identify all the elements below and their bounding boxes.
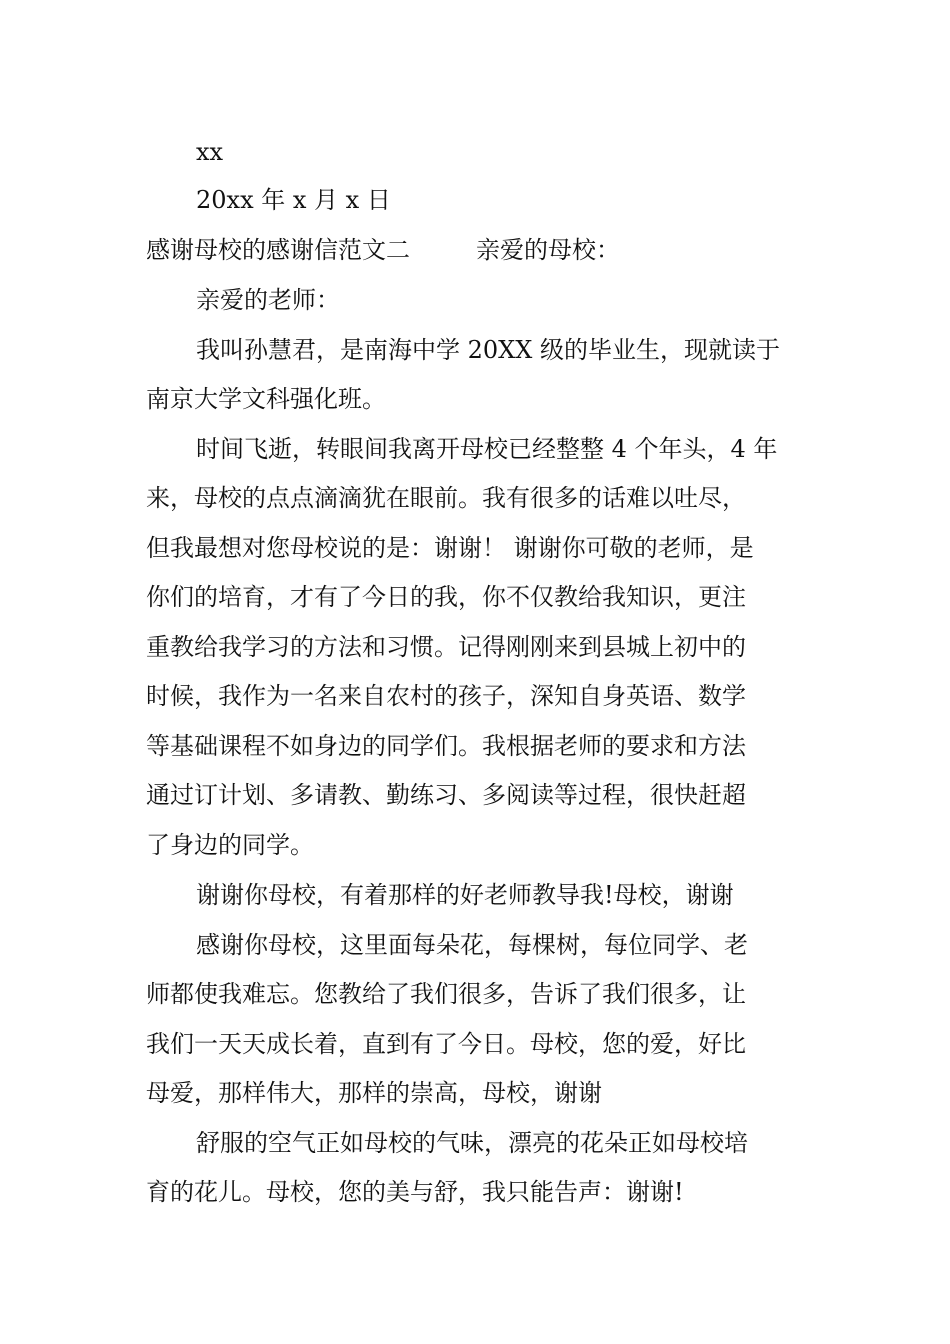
paragraph-line: 通过订计划、多请教、勤练习、多阅读等过程，很快赶超 bbox=[146, 781, 746, 809]
paragraph-line: 我叫孙慧君，是南海中学 20XX 级的毕业生，现就读于 bbox=[196, 336, 780, 364]
salutation-school: 亲爱的母校： bbox=[476, 236, 620, 264]
section-title: 感谢母校的感谢信范文二 bbox=[146, 236, 410, 264]
paragraph-line: 了身边的同学。 bbox=[146, 831, 314, 859]
signature: xx bbox=[196, 138, 224, 166]
paragraph-line: 南京大学文科强化班。 bbox=[146, 385, 386, 413]
salutation-teacher: 亲爱的老师： bbox=[196, 286, 340, 314]
paragraph-line: 你们的培育，才有了今日的我，你不仅教给我知识，更注 bbox=[146, 583, 746, 611]
paragraph-line: 重教给我学习的方法和习惯。记得刚刚来到县城上初中的 bbox=[146, 633, 746, 661]
paragraph-line: 时间飞逝，转眼间我离开母校已经整整 4 个年头，4 年 bbox=[196, 435, 778, 463]
paragraph-line: 母爱，那样伟大，那样的崇高，母校，谢谢 bbox=[146, 1079, 602, 1107]
paragraph-line: 育的花儿。母校，您的美与舒，我只能告声：谢谢! bbox=[146, 1178, 684, 1206]
paragraph-line: 时候，我作为一名来自农村的孩子，深知自身英语、数学 bbox=[146, 682, 746, 710]
paragraph-line: 感谢你母校，这里面每朵花，每棵树，每位同学、老 bbox=[196, 931, 748, 959]
paragraph-line: 谢谢你母校，有着那样的好老师教导我!母校，谢谢 bbox=[196, 881, 734, 909]
paragraph-line: 我们一天天成长着，直到有了今日。母校，您的爱，好比 bbox=[146, 1030, 746, 1058]
paragraph-line: 舒服的空气正如母校的气味，漂亮的花朵正如母校培 bbox=[196, 1129, 748, 1157]
paragraph-line: 来，母校的点点滴滴犹在眼前。我有很多的话难以吐尽， bbox=[146, 484, 746, 512]
paragraph-line: 师都使我难忘。您教给了我们很多，告诉了我们很多，让 bbox=[146, 980, 746, 1008]
date: 20xx 年 x 月 x 日 bbox=[196, 186, 391, 214]
section-heading-line bbox=[146, 230, 811, 270]
paragraph-line: 但我最想对您母校说的是：谢谢！ 谢谢你可敬的老师，是 bbox=[146, 534, 754, 562]
paragraph-line: 等基础课程不如身边的同学们。我根据老师的要求和方法 bbox=[146, 732, 746, 760]
